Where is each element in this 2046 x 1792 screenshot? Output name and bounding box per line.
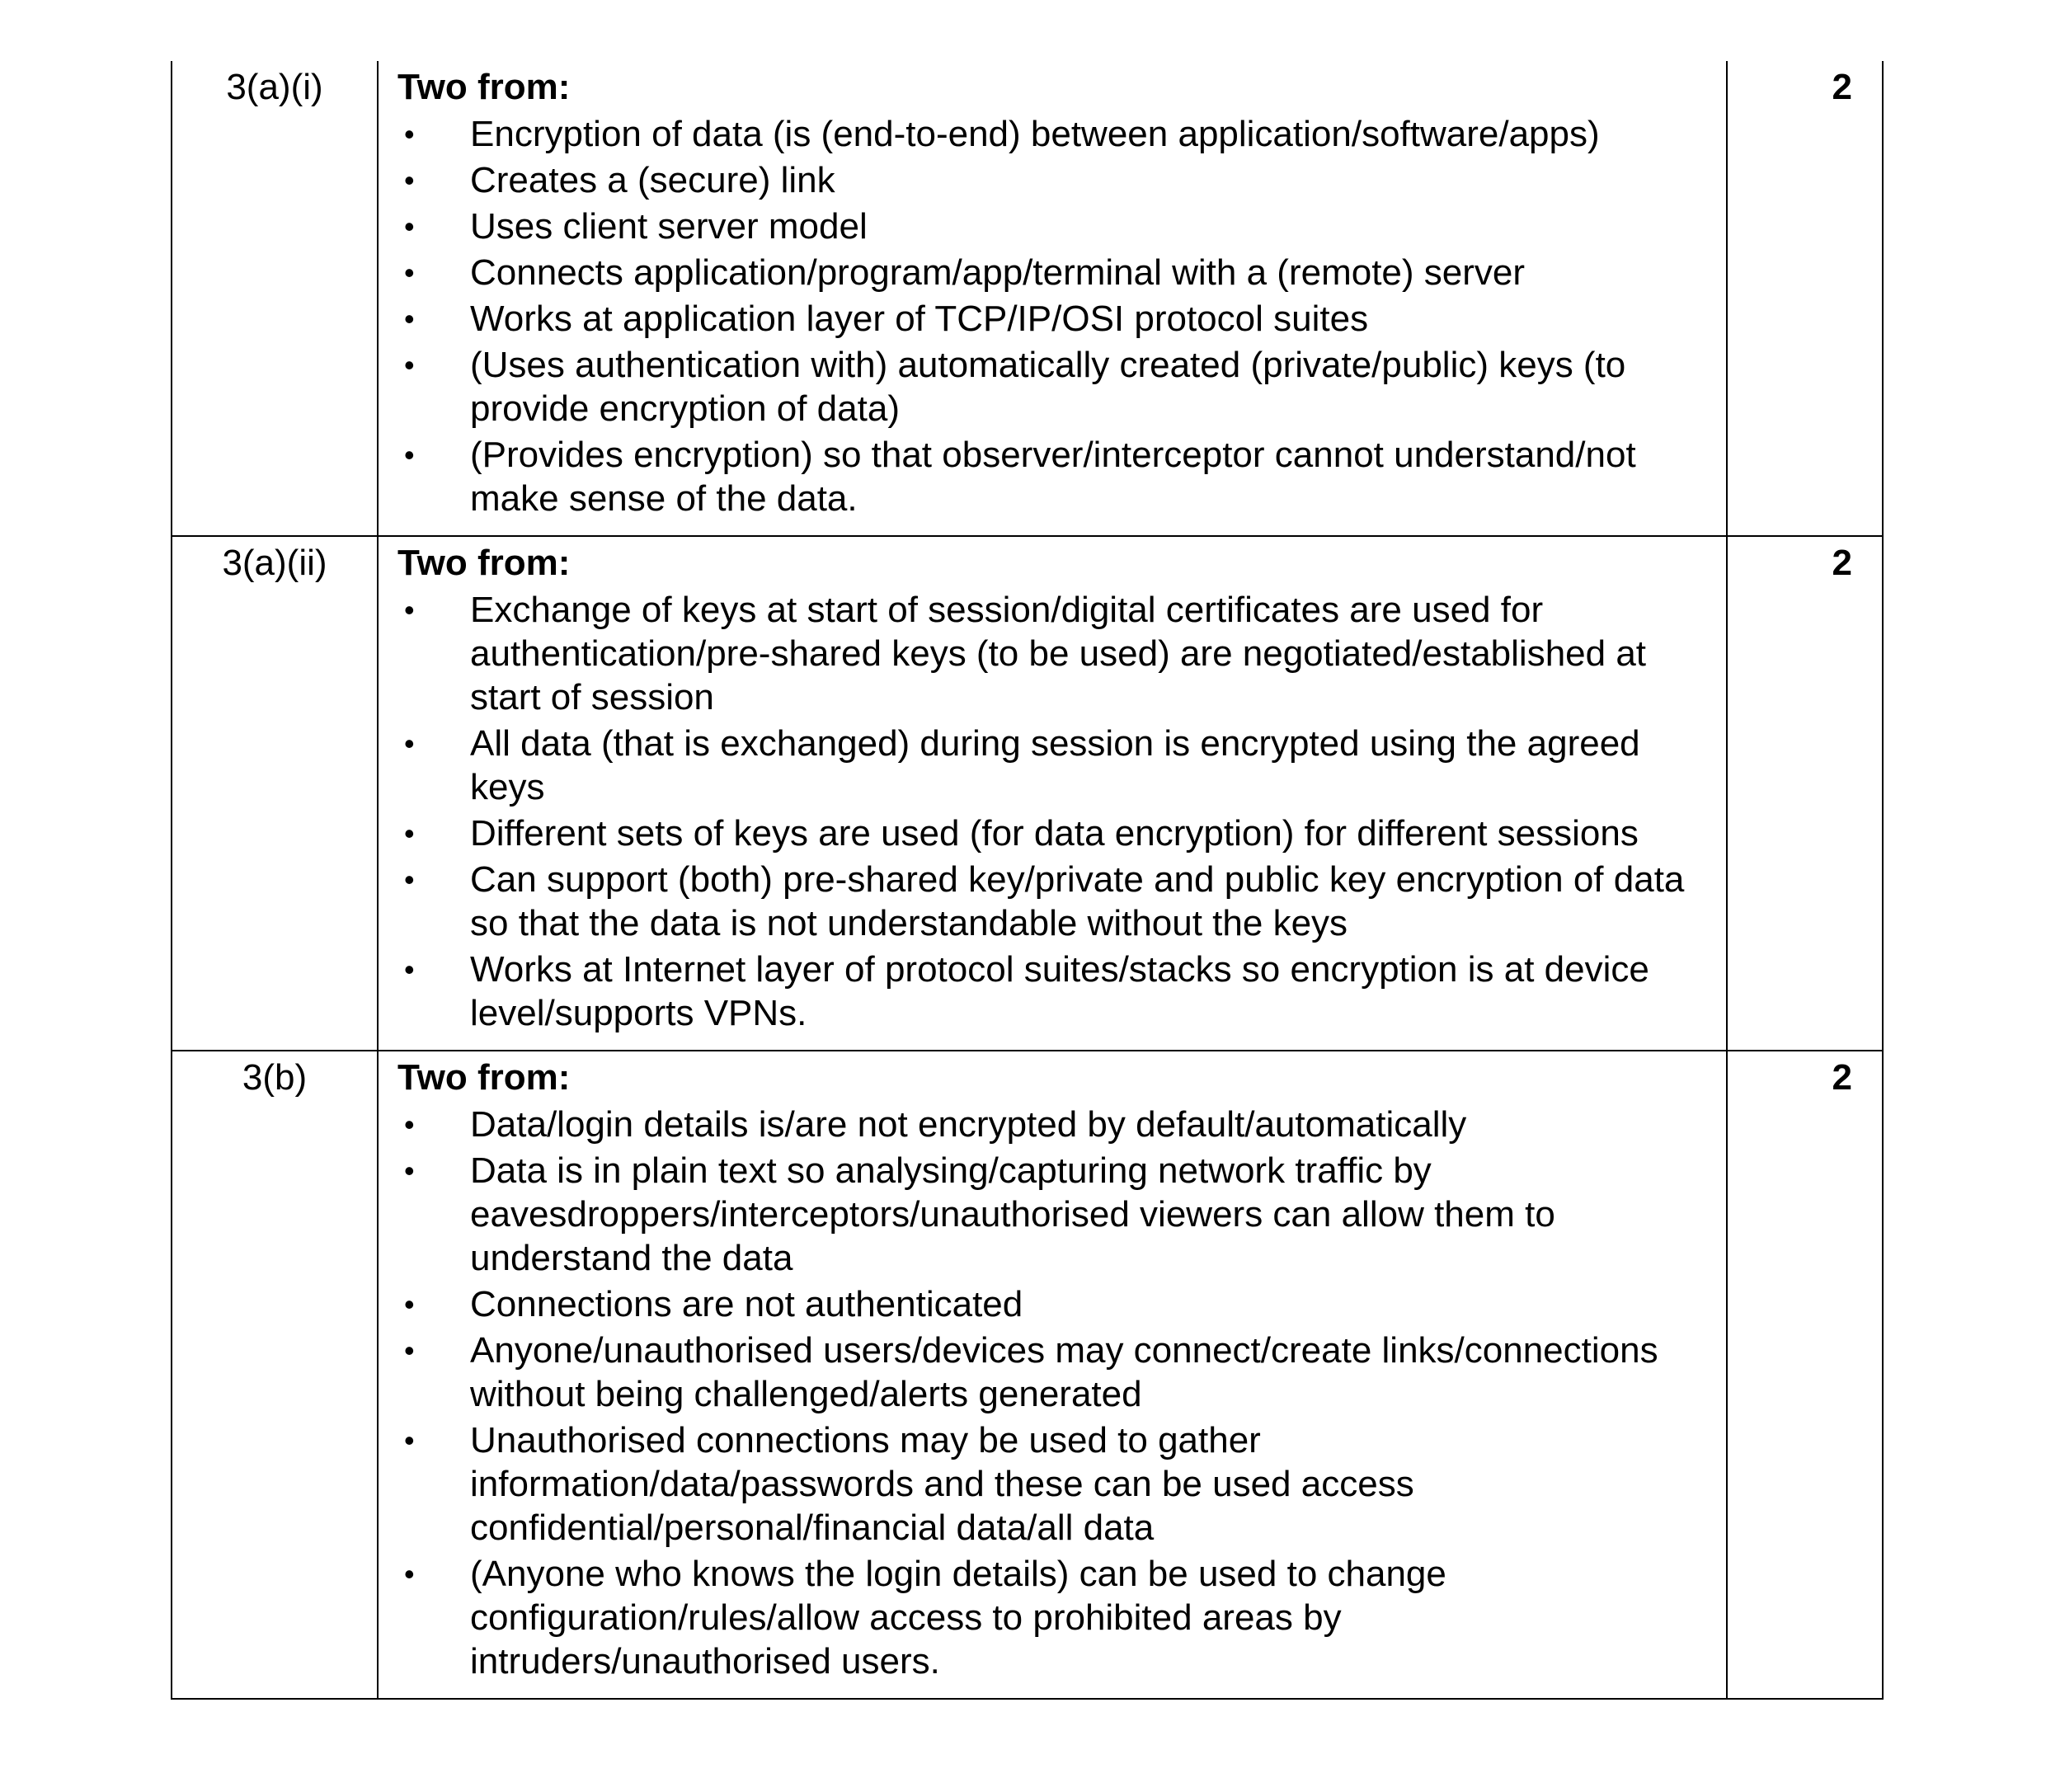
list-item	[397, 948, 1706, 1035]
point-text: Connections are not authenticated	[470, 1284, 1023, 1324]
bullet-icon: •	[404, 1287, 415, 1321]
answer-heading: Two from:	[397, 543, 571, 583]
answer-heading: Two from:	[397, 67, 571, 107]
list-item	[397, 158, 1706, 202]
question-number: 3(b)	[172, 1051, 378, 1699]
bullet-icon: •	[404, 348, 415, 382]
bullet-icon: •	[404, 163, 415, 197]
list-item	[397, 343, 1706, 430]
point-text: Can support (both) pre-shared key/private and public key encryption of data so that the data is not understandable without the keys	[470, 859, 1685, 943]
marks-value: 2	[1727, 1051, 1883, 1699]
list-item	[397, 1418, 1706, 1550]
bullet-icon: •	[404, 438, 415, 472]
point-text: Works at Internet layer of protocol suites/stacks so encryption is at device level/supports VPNs.	[470, 949, 1649, 1033]
question-number: 3(a)(i)	[172, 61, 378, 536]
list-item	[397, 1149, 1706, 1280]
bullet-icon: •	[404, 816, 415, 850]
table-row	[172, 61, 1883, 536]
list-item	[397, 433, 1706, 520]
question-number: 3(a)(ii)	[172, 536, 378, 1051]
table-row	[172, 1051, 1883, 1699]
list-item	[397, 722, 1706, 809]
list-item	[397, 588, 1706, 719]
point-text: Encryption of data (is (end-to-end) between application/software/apps)	[470, 114, 1600, 154]
point-text: All data (that is exchanged) during session is encrypted using the agreed keys	[470, 723, 1640, 807]
table-row	[172, 536, 1883, 1051]
marks-value: 2	[1727, 536, 1883, 1051]
list-item	[397, 1103, 1706, 1146]
point-text: Data/login details is/are not encrypted by default/automatically	[470, 1104, 1467, 1145]
answer-points	[397, 588, 1706, 1035]
marks-value: 2	[1727, 61, 1883, 536]
bullet-icon: •	[404, 593, 415, 627]
point-text: (Provides encryption) so that observer/interceptor cannot understand/not make sense of the data.	[470, 435, 1636, 519]
point-text: Exchange of keys at start of session/digital certificates are used for authentication/pre-shared keys (to be used) are negotiated/established at start of session	[470, 590, 1647, 717]
point-text: Uses client server model	[470, 206, 868, 247]
list-item	[397, 811, 1706, 855]
bullet-icon: •	[404, 302, 415, 336]
mark-scheme-table	[171, 61, 1884, 1700]
bullet-icon: •	[404, 1423, 415, 1457]
bullet-icon: •	[404, 117, 415, 151]
bullet-icon: •	[404, 209, 415, 243]
bullet-icon: •	[404, 256, 415, 289]
point-text: Connects application/program/app/terminal with a (remote) server	[470, 252, 1526, 293]
point-text: Different sets of keys are used (for data encryption) for different sessions	[470, 813, 1639, 854]
mark-scheme-body	[172, 61, 1883, 1699]
point-text: (Anyone who knows the login details) can be used to change configuration/rules/allow access to prohibited areas by intruders/unauthorised users.	[470, 1554, 1446, 1681]
list-item	[397, 858, 1706, 945]
list-item	[397, 205, 1706, 248]
bullet-icon: •	[404, 863, 415, 896]
point-text: Creates a (secure) link	[470, 160, 835, 200]
answer-heading: Two from:	[397, 1057, 571, 1098]
point-text: (Uses authentication with) automatically created (private/public) keys (to provide encryption of data)	[470, 345, 1626, 429]
bullet-icon: •	[404, 1557, 415, 1591]
bullet-icon: •	[404, 727, 415, 760]
list-item	[397, 1282, 1706, 1326]
answer-cell	[378, 536, 1727, 1051]
point-text: Anyone/unauthorised users/devices may connect/create links/connections without being challenged/alerts generated	[470, 1330, 1658, 1414]
answer-points	[397, 112, 1706, 520]
bullet-icon: •	[404, 952, 415, 986]
bullet-icon: •	[404, 1108, 415, 1141]
point-text: Data is in plain text so analysing/capturing network traffic by eavesdroppers/interceptors/unauthorised viewers can allow them to understand the data	[470, 1150, 1555, 1278]
answer-points	[397, 1103, 1706, 1683]
list-item	[397, 112, 1706, 156]
list-item	[397, 1552, 1706, 1683]
answer-cell	[378, 1051, 1727, 1699]
list-item	[397, 297, 1706, 341]
point-text: Unauthorised connections may be used to gather information/data/passwords and these can be used access confidential/personal/financial data/all data	[470, 1420, 1414, 1548]
answer-cell	[378, 61, 1727, 536]
bullet-icon: •	[404, 1333, 415, 1367]
bullet-icon: •	[404, 1154, 415, 1188]
list-item	[397, 1329, 1706, 1416]
point-text: Works at application layer of TCP/IP/OSI protocol suites	[470, 299, 1369, 339]
list-item	[397, 251, 1706, 294]
